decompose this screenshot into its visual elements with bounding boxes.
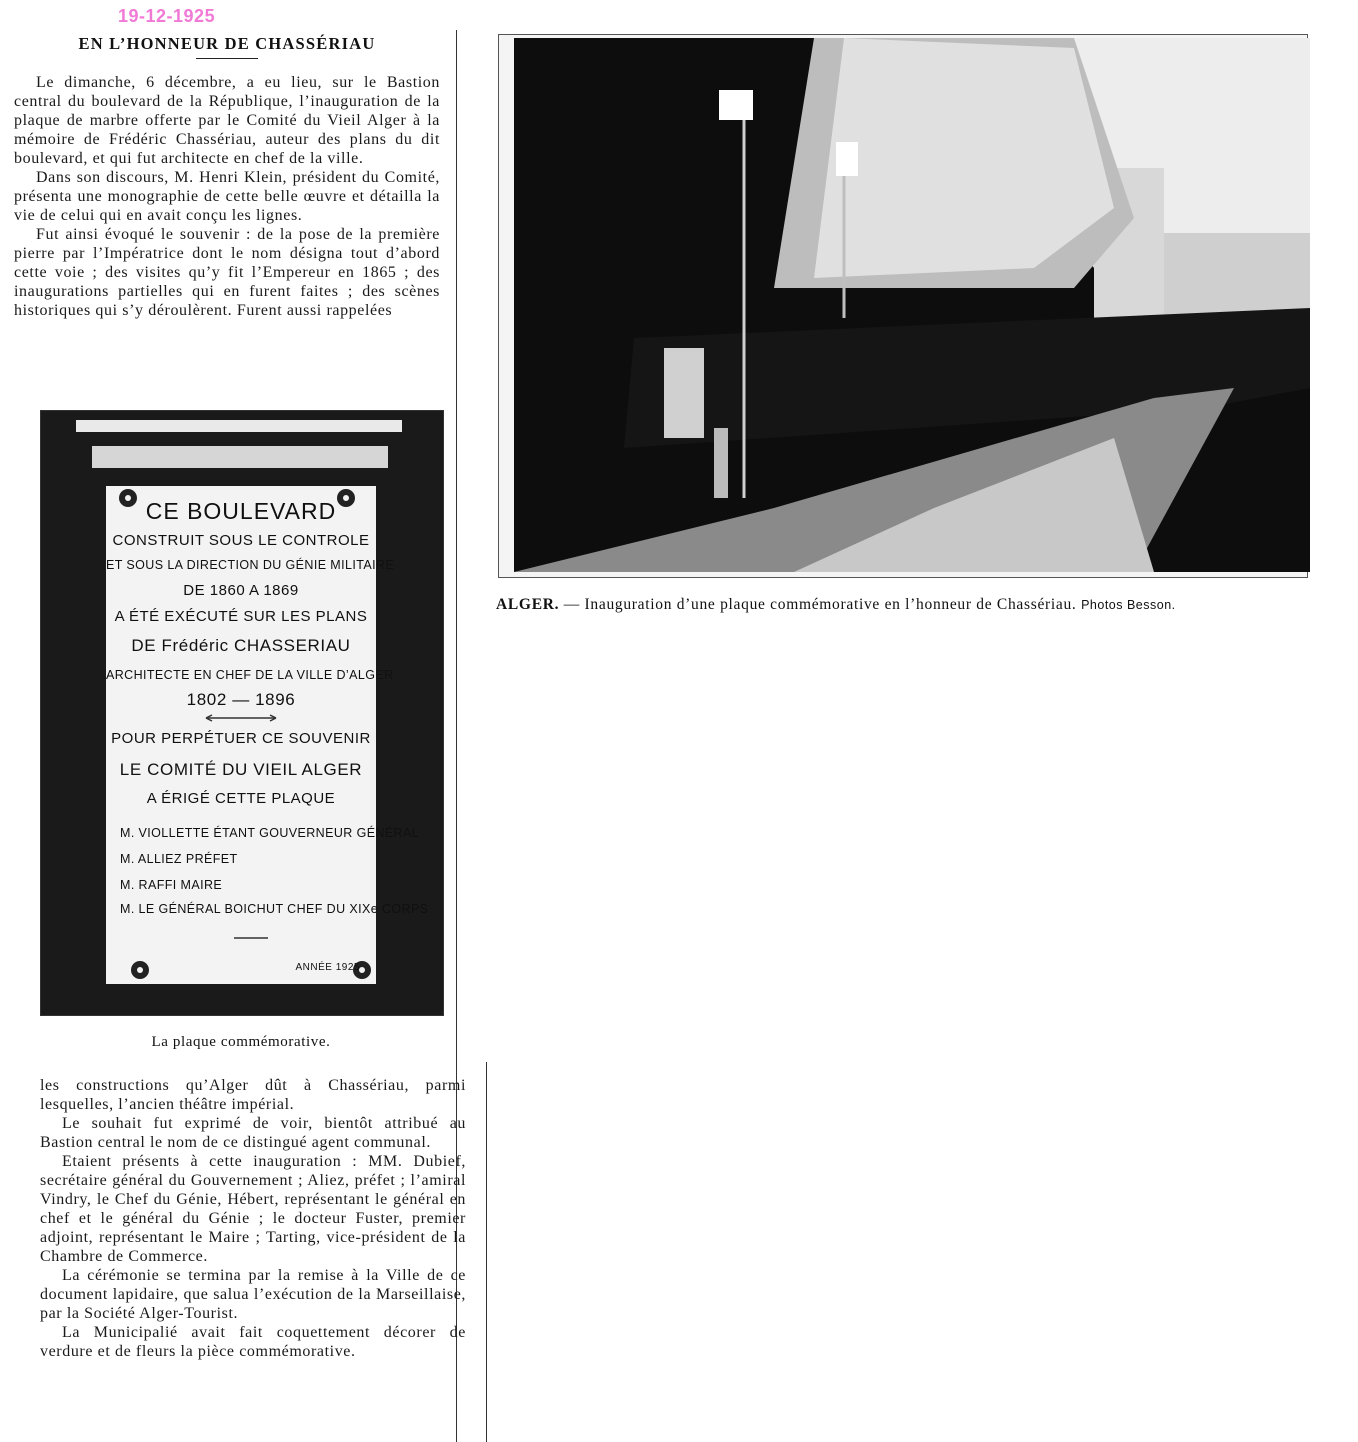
article-text-part1 xyxy=(14,73,440,320)
plaque-line: ET SOUS LA DIRECTION DU GÉNIE MILITAIRE xyxy=(106,558,395,572)
plaque-line: ARCHITECTE EN CHEF DE LA VILLE D’ALGER xyxy=(106,668,394,682)
plaque-official: M. ALLIEZ PRÉFET xyxy=(120,852,238,866)
ceremony-photo xyxy=(514,38,1310,572)
plaque-title: CE BOULEVARD xyxy=(145,498,337,524)
plaque-line: CONSTRUIT SOUS LE CONTROLE xyxy=(112,532,370,549)
photo-caption xyxy=(496,596,1356,614)
date-stamp: 19-12-1925 xyxy=(118,6,216,26)
paragraph: Le dimanche, 6 décembre, a eu lieu, sur le Bastion central du boulevard de la République, l’inauguration de la plaque de marbre offerte par le Comité du Vieil Alger à la mémoire de Frédéric Chassériau, auteur des plans du dit boulevard, et qui fut architecte en chef de la ville. xyxy=(14,74,440,167)
plaque-line: DE 1860 A 1869 xyxy=(183,582,299,599)
ceremony-photo-image xyxy=(514,38,1310,572)
plaque-official: M. RAFFI MAIRE xyxy=(120,878,223,892)
plaque-line: LE COMITÉ DU VIEIL ALGER xyxy=(119,760,363,779)
paragraph: Le souhait fut exprimé de voir, bientôt attribué au Bastion central le nom de ce distingué agent communal. xyxy=(40,1115,466,1151)
photo-caption-place: ALGER. xyxy=(496,596,560,613)
plaque-official: M. VIOLLETTE ÉTANT GOUVERNEUR GÉNÉRAL xyxy=(120,826,420,840)
column-divider-lower xyxy=(486,1062,487,1442)
article-text-part2 xyxy=(40,1076,466,1361)
paragraph: les constructions qu’Alger dût à Chassériau, parmi lesquelles, l’ancien théâtre impérial. xyxy=(40,1077,466,1113)
plaque-official: M. LE GÉNÉRAL BOICHUT CHEF DU XIXe CORPS xyxy=(120,902,429,916)
paragraph: Etaient présents à cette inauguration : MM. Dubief, secrétaire général du Gouvernement ; Aliez, préfet ; l’amiral Vindry, le Chef du Génie, Hébert, représentant le général en chef et le général du Génie ; le docteur Fuster, premier adjoint, représentant le Maire ; Tarting, vice-président de la Chambre de Commerce. xyxy=(40,1153,466,1265)
plaque-line: A ÉRIGÉ CETTE PLAQUE xyxy=(146,790,336,807)
plaque-line: A ÉTÉ EXÉCUTÉ SUR LES PLANS xyxy=(114,608,368,625)
headline-rule xyxy=(196,58,258,59)
photo-credit: Photos Besson. xyxy=(1081,598,1176,612)
plaque-cornice xyxy=(92,446,388,468)
plaque-caption: La plaque commémorative. xyxy=(151,1034,331,1050)
paragraph: La Municipalié avait fait coquettement décorer de verdure et de fleurs la pièce commémorative. xyxy=(40,1324,466,1360)
plaque-line: 1802 — 1896 xyxy=(186,690,296,709)
plaque-line: DE Frédéric CHASSERIAU xyxy=(131,636,351,655)
paragraph: La cérémonie se termina par la remise à la Ville de ce document lapidaire, que salua l’exécution de la Marseillaise, par la Société Alger-Tourist. xyxy=(40,1267,466,1322)
photo-caption-text: — Inauguration d’une plaque commémorative en l’honneur de Chassériau. xyxy=(559,596,1077,613)
paragraph: Fut ainsi évoqué le souvenir : de la pose de la première pierre par l’Impératrice dont le nom désigna tout d’abord cette voie ; des visites qu’y fit l’Empereur en 1865 ; des inaugurations partielles qui en furent faites ; des scènes historiques qui s’y déroulèrent. Furent aussi rappelées xyxy=(14,226,440,319)
paragraph: Dans son discours, M. Henri Klein, président du Comité, présenta une monographie de cette belle œuvre et détailla la vie de celui qui en avait conçu les lignes. xyxy=(14,169,440,224)
plaque-year: ANNÉE 1925 xyxy=(295,962,360,973)
article-headline: EN L’HONNEUR DE CHASSÉRIAU xyxy=(78,34,376,53)
plaque-line: POUR PERPÉTUER CE SOUVENIR xyxy=(111,730,371,747)
plaque-cornice xyxy=(76,420,402,432)
